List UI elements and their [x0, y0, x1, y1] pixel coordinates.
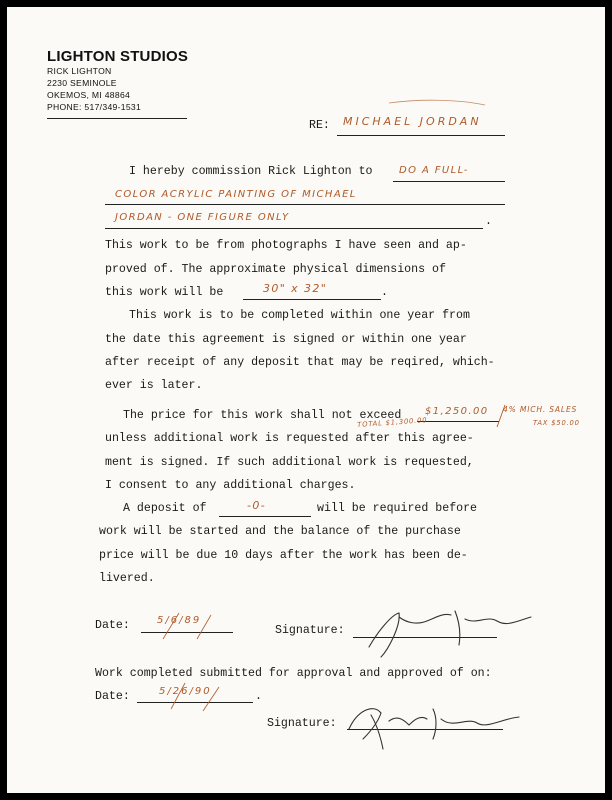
- date-label: Date:: [95, 619, 130, 632]
- date2-underline: [137, 702, 253, 703]
- letterhead-line: PHONE: 517/349-1531: [47, 102, 142, 112]
- signature-2: [337, 689, 537, 759]
- date2-period: .: [255, 690, 262, 703]
- letterhead-rule: [47, 118, 187, 119]
- deposit-text-after: will be required before: [317, 502, 478, 515]
- body-line: proved of. The approximate physical dimensions of: [105, 263, 446, 276]
- re-underline: [337, 135, 505, 136]
- date2-hand: 5/26/90: [159, 686, 212, 697]
- deposit-hand: -0-: [247, 499, 267, 512]
- body-line: the date this agreement is signed or within one year: [105, 333, 467, 346]
- re-handwritten-name: MICHAEL JORDAN: [343, 115, 482, 128]
- re-label: RE:: [309, 119, 330, 132]
- body-line: ever is later.: [105, 379, 203, 392]
- dimensions-underline: [243, 299, 381, 300]
- price-hand-tax-1: 4% MICH. SALES: [503, 405, 578, 414]
- signature-1: [347, 603, 537, 663]
- letterhead-line: RICK LIGHTON: [47, 66, 112, 76]
- body-line: I consent to any additional charges.: [105, 479, 356, 492]
- signature2-label: Signature:: [267, 717, 337, 730]
- dimensions-period: .: [381, 286, 388, 299]
- body-line: price will be due 10 days after the work has been de-: [99, 549, 468, 562]
- body-line: This work is to be completed within one year from: [129, 309, 470, 322]
- dimensions-hand: 30" x 32": [263, 282, 328, 295]
- commission-hand-2: COLOR ACRYLIC PAINTING OF MICHAEL: [115, 189, 357, 200]
- dimensions-text: this work will be: [105, 286, 224, 299]
- letterhead-line: OKEMOS, MI 48864: [47, 90, 131, 100]
- price-hand-total: TOTAL $1,300.00: [357, 416, 428, 429]
- commission-hand-1: DO A FULL-: [399, 165, 469, 176]
- commission-underline-1: [393, 181, 505, 182]
- commission-underline-3: [105, 228, 483, 229]
- date2-label: Date:: [95, 690, 130, 703]
- deposit-underline: [219, 516, 311, 517]
- signature-label: Signature:: [275, 624, 345, 637]
- body-line: unless additional work is requested after this agree-: [105, 432, 474, 445]
- body-line: work will be started and the balance of the purchase: [99, 525, 461, 538]
- date-underline: [141, 632, 233, 633]
- price-text: The price for this work shall not exceed: [123, 409, 402, 422]
- commission-period: .: [485, 215, 492, 228]
- completed-text: Work completed submitted for approval and approved of on:: [95, 667, 492, 680]
- date-hand: 5/6/89: [157, 615, 202, 626]
- price-hand-amount: $1,250.00: [425, 406, 489, 417]
- body-line: ment is signed. If such additional work is requested,: [105, 456, 474, 469]
- letterhead-company: LIGHTON STUDIOS: [47, 48, 189, 65]
- agreement-page: [7, 7, 605, 793]
- price-hand-tax-2: TAX $50.00: [533, 419, 580, 427]
- deposit-text: A deposit of: [123, 502, 207, 515]
- body-line: after receipt of any deposit that may be reqired, which-: [105, 356, 495, 369]
- price-underline: [417, 421, 499, 422]
- commission-hand-3: JORDAN - ONE FIGURE ONLY: [115, 212, 290, 223]
- letterhead-line: 2230 SEMINOLE: [47, 78, 117, 88]
- body-line: This work to be from photographs I have seen and ap-: [105, 239, 467, 252]
- commission-text: I hereby commission Rick Lighton to: [129, 165, 373, 178]
- body-line: livered.: [99, 572, 155, 585]
- commission-underline-2: [105, 204, 505, 205]
